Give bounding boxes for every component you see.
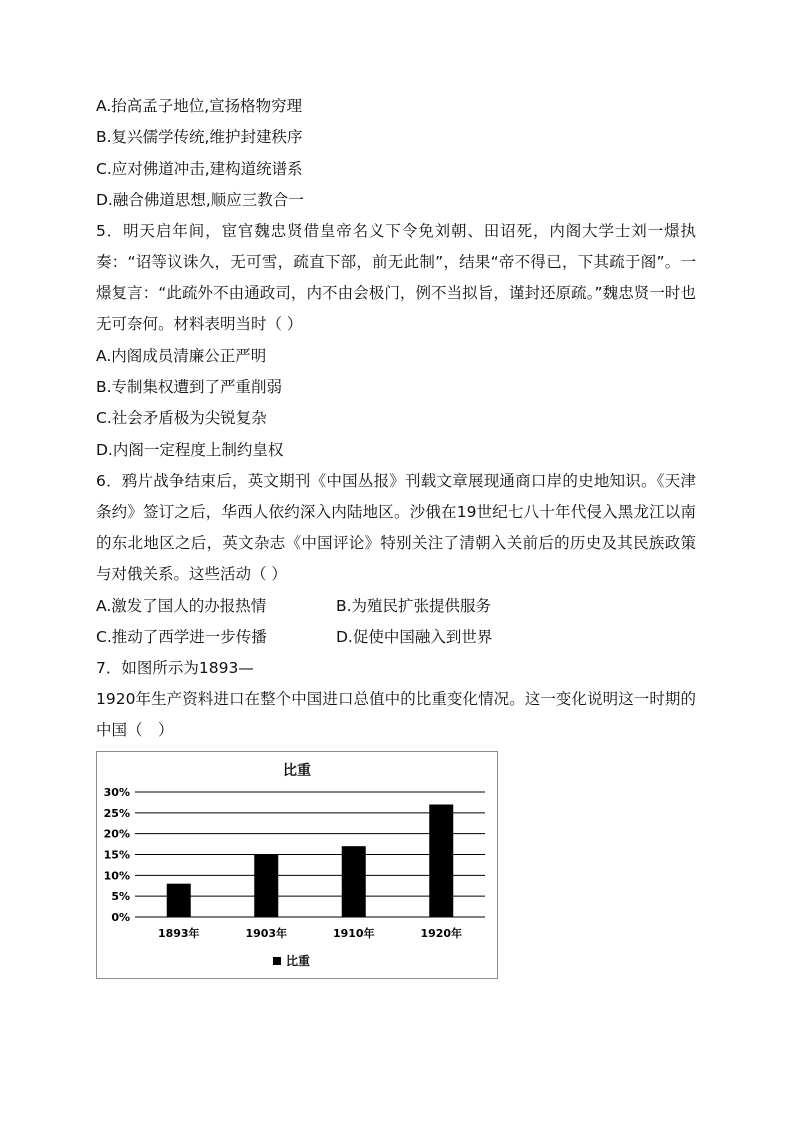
bar-chart [96, 751, 498, 979]
chart-legend [273, 952, 310, 969]
legend-label: 比重 [286, 954, 311, 968]
chart-plot [97, 752, 497, 978]
q4-option-d: D.融合佛道思想,顺应三教合一 [96, 191, 304, 209]
y-tick-label: 0% [111, 911, 130, 924]
bar [167, 884, 191, 917]
bar [342, 846, 366, 917]
y-tick-label: 30% [103, 786, 130, 799]
q6-option-c: C.推动了西学进一步传播 [96, 628, 267, 646]
chart-title: 比重 [283, 763, 311, 779]
y-tick-label: 10% [103, 869, 130, 883]
q4-option-a: A.抬高孟子地位,宣扬格物穷理 [96, 97, 303, 115]
q7-stem-rest: 1920年生产资料进口在整个中国进口总值中的比重变化情况。这一变化说明这一时期的中国（ ） [96, 690, 696, 739]
y-tick-label: 5% [111, 890, 130, 904]
x-tick-label: 1903年 [245, 927, 288, 940]
q4-option-c: C.应对佛道冲击,建构道统谱系 [96, 160, 303, 178]
bar [254, 855, 278, 918]
q6-option-b: B.为殖民扩张提供服务 [336, 597, 492, 615]
q7-stem-line1: 7．如图所示为1893— [96, 659, 254, 677]
x-tick-label: 1910年 [332, 927, 375, 940]
y-tick-label: 20% [103, 827, 130, 841]
bar [429, 805, 453, 918]
q4-option-b: B.复兴儒学传统,维护封建秩序 [96, 128, 303, 146]
q6-stem: 6．鸦片战争结束后，英文期刊《中国丛报》刊载文章展现通商口岸的史地知识。《天津条约》签订之后，华西人依约深入内陆地区。沙俄在19世纪七八十年代侵入黑龙江以南的东北地区之后，英文杂志《中国评论》特别关注了清朝入关前后的历史及其民族政策与对俄关系。这些活动（ ） [96, 472, 696, 583]
q6-option-a: A.激发了国人的办报热情 [96, 597, 267, 615]
x-tick-label: 1893年 [157, 927, 200, 940]
q5-option-c: C.社会矛盾极为尖锐复杂 [96, 409, 267, 427]
q5-option-a: A.内阁成员清廉公正严明 [96, 347, 267, 365]
y-tick-label: 15% [103, 848, 130, 862]
q5-option-b: B.专制集权遭到了严重削弱 [96, 378, 283, 396]
x-tick-label: 1920年 [420, 927, 463, 940]
q5-option-d: D.内阁一定程度上制约皇权 [96, 441, 284, 459]
q5-stem: 5．明天启年间，宦官魏忠贤借皇帝名义下令免刘朝、田诏死，内阁大学士刘一燝执奏：“诏等议诛久，无可雪，疏直下部，前无此制”，结果“帝不得已，下其疏于阁”。一燝复言：“此疏外不由通政司，内不由会极门，例不当拟旨，谨封还原疏。”魏忠贤一时也无可奈何。材料表明当时（ ） [96, 222, 696, 333]
legend-swatch [273, 957, 281, 965]
y-tick-label: 25% [103, 806, 130, 820]
q6-option-d: D.促使中国融入到世界 [336, 628, 493, 646]
